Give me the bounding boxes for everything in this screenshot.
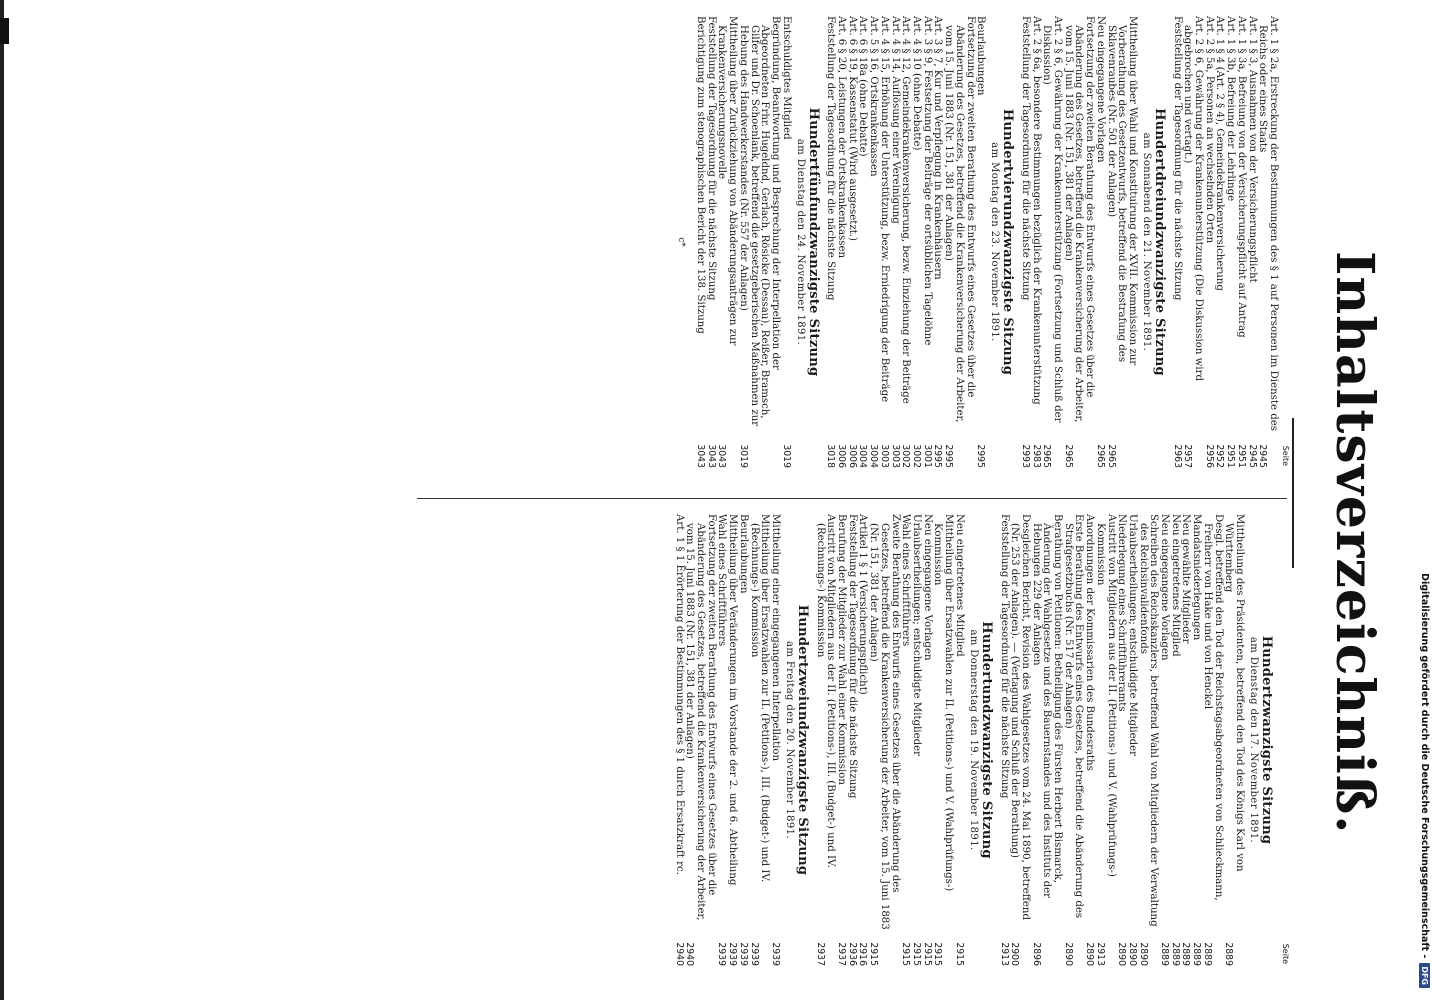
seite-label: Seite	[1281, 445, 1290, 466]
toc-entry-text: Neu eingegangene Vorlagen	[1159, 514, 1171, 661]
session-title: Hundertdreiundzwanzigste Sitzung	[1151, 108, 1167, 376]
toc-entry	[705, 16, 716, 468]
toc-entry	[1158, 514, 1169, 966]
toc-entry	[1105, 16, 1137, 468]
right-sections	[694, 16, 1167, 468]
toc-entry-page: 2940	[684, 942, 696, 966]
right-pre-entries	[1171, 16, 1278, 468]
seite-label: Seite	[1281, 943, 1290, 964]
toc-entry-page: 2939	[716, 942, 728, 966]
toc-entry	[1030, 514, 1062, 966]
session-section	[694, 16, 820, 468]
toc-entry-page: 2915	[921, 942, 933, 966]
session-section	[998, 514, 1274, 966]
toc-entry-page: 2915	[932, 942, 944, 966]
toc-entry	[900, 514, 911, 966]
toc-entry-page: 2936	[846, 942, 858, 966]
toc-entry-text: Erste Berathung des Entwurfs eines Gesetzes, betreffend die Abänderung des Strafgesetzbuchs (Nr. 517 der Anlagen)	[1062, 514, 1085, 919]
toc-entry-page: 3019	[737, 444, 749, 468]
toc-entry-text: Art. 6 § 18a (ohne Debatte)	[857, 16, 869, 157]
session-section	[825, 16, 1016, 468]
toc-entry	[1223, 514, 1244, 966]
toc-entry-text: Zweite Berathung des Entwurfs eines Gesetzes über die Abänderung des Gesetzes, betreffend die Krankenversicherung der Arbeiter, vom 15. Juni 1883 (Nr. 151, 381 der Anlagen)	[868, 514, 901, 930]
toc-entry-page: 2963	[1171, 444, 1183, 468]
toc-entry-page: 2915	[900, 942, 912, 966]
toc-entry-text: Art. 1 § 3, Ausnahmen von der Versicherungspflicht	[1246, 16, 1258, 283]
toc-entry	[1116, 514, 1127, 966]
toc-entry-text: Art. 1 § 2a, Erstreckung der Bestimmungen des § 1 auf Personen im Dienste des Reichs oder eines Staats	[1257, 16, 1279, 432]
toc-entry-page: 2939	[737, 942, 749, 966]
toc-entry-page: 2951	[1225, 444, 1237, 468]
right-column	[400, 16, 1290, 468]
toc-entry-page: 2956	[1203, 444, 1215, 468]
toc-entry-text: Art. 1 § 1 Erörterung der Bestimmungen des § 1 durch Ersatzkraft rc.	[673, 514, 685, 875]
toc-entry-page: 2957	[1182, 444, 1194, 468]
toc-entry-page: 3043	[705, 444, 717, 468]
toc-entry	[748, 514, 769, 966]
toc-entry-text: Mandatsniederlegungen	[1191, 514, 1203, 641]
toc-entry-page: 2983	[1030, 444, 1042, 468]
toc-entry-text: Art. 6 § 19, Kassenstatut (Wird ausgesetzt.)	[846, 16, 858, 241]
toc-entry	[975, 16, 986, 468]
toc-entry-text: Desgl. betreffend den Tod der Reichstagsabgeordneten von Schlieckmann, Freiherr von Hake und von Henckel	[1201, 514, 1224, 901]
toc-entry-page: 2889	[1169, 942, 1181, 966]
toc-entry-text: Berufung der Mitglieder zur Wahl einer Kommission	[836, 514, 848, 785]
toc-entry-text: Art. 2 § 6a, besondere Bestimmungen bezüglich der Krankenunterstützung	[1030, 16, 1042, 405]
toc-entry-page: 2890	[1137, 942, 1149, 966]
toc-entry	[868, 514, 900, 966]
toc-entry-page: 2896	[1030, 942, 1042, 966]
toc-entry	[1180, 514, 1191, 966]
column-divider	[417, 498, 1287, 499]
toc-entry	[769, 514, 780, 966]
toc-entry	[1041, 16, 1062, 468]
session-date: am Freitag den 20. November 1891.	[783, 641, 795, 839]
toc-entry-text: Art. 3 § 9, Festsetzung der Beiträge der ortsüblichen Tagelöhne	[921, 16, 933, 346]
toc-entry-page: 2945	[1246, 444, 1258, 468]
toc-entry-text: Art. 2 § 6, Gewährung der Krankenunterstützung (Fortsetzung und Schluß der Diskussion)	[1041, 16, 1064, 423]
toc-entry-page: 2889	[1191, 942, 1203, 966]
session-section	[814, 514, 994, 966]
toc-entry-page: 2965	[1105, 444, 1117, 468]
toc-entry-text: Art. 1 § 3a, Befreiung von der Versicherungspflicht auf Antrag	[1235, 16, 1247, 338]
left-column	[400, 514, 1290, 966]
toc-entry	[716, 16, 737, 468]
toc-entry-page: 2965	[1094, 444, 1106, 468]
toc-entry	[889, 16, 900, 468]
toc-entry-text: Art. 4 § 10 (ohne Debatte)	[911, 16, 923, 151]
toc-entry-text: Artikel 1 § 1 (Versicherungspflicht)	[857, 514, 869, 695]
session-date: am Sonnabend den 21. November 1891.	[1140, 132, 1152, 352]
toc-entry-page: 2915	[911, 942, 923, 966]
toc-entry	[726, 514, 737, 966]
toc-entry-page: 3003	[878, 444, 890, 468]
toc-entry-page: 2940	[673, 942, 685, 966]
toc-entry-text: Desgleichen Bericht, Revision des Wahlgesetzes vom 24. Mai 1890, betreffend (Nr. 253 der Anlagen). — (Vertagung und Schluß der Berathung)	[1009, 514, 1031, 920]
toc-entry	[1201, 514, 1222, 966]
dfg-logo: DFG	[1420, 963, 1431, 988]
digitization-credit	[1418, 12, 1432, 988]
toc-entry	[921, 16, 932, 468]
toc-entry-page: 2995	[932, 444, 944, 468]
toc-entry	[825, 16, 836, 468]
toc-entry-page: 2993	[1019, 444, 1031, 468]
toc-entry-page: 2890	[1062, 942, 1074, 966]
toc-entry-text: Art. 1 § 3b, Befreiung der Lehrlinge	[1225, 16, 1237, 202]
toc-entry-text: Schreiben des Reichskanzlers, betreffend Wahl von Mitgliedern der Verwaltung des Reichsinvalidenfonds	[1137, 514, 1160, 927]
toc-entry-text: Beurlaubungen	[975, 16, 987, 96]
toc-entry-page: 2915	[868, 942, 880, 966]
toc-entry	[694, 16, 705, 468]
toc-entry-text: Art. 4 § 14, Auflösung einer Vereinigung	[889, 16, 901, 224]
toc-entry-text: Neu eingetretenes Mitglied	[1169, 514, 1181, 657]
session-date: am Montag den 23. November 1891.	[989, 142, 1001, 342]
toc-entry	[1126, 514, 1137, 966]
toc-entry-text: Art. 4 § 12, Gemeindekrankenversicherung, bezw. Einziehung der Beiträge	[900, 16, 912, 404]
toc-entry-page: 3019	[780, 444, 792, 468]
credit-text: Digitalisierung gefördert durch die Deutsche Forschungsgemeinschaft -	[1419, 573, 1431, 959]
toc-entry-text: Berathung von Petitionen: Betheiligung des Fürsten Herbert Bismarck, Änderung der Wahlgesetze und des Bauernstandes und des Instituts der Hebungen 229 der Anlagen	[1030, 514, 1064, 899]
toc-entry	[1235, 16, 1246, 468]
toc-entry	[1062, 514, 1083, 966]
toc-entry	[1214, 16, 1225, 468]
toc-entry	[878, 16, 889, 468]
toc-entry	[942, 16, 974, 468]
toc-entry-page: 3002	[911, 444, 923, 468]
toc-entry-text: Feststellung der Tagesordnung für die nächste Sitzung	[998, 514, 1010, 799]
toc-entry-text: Art. 1 § 4 (Art. 2 § 4), Gemeindekrankenversicherung	[1214, 16, 1226, 291]
toc-entry	[1094, 514, 1115, 966]
session-date: am Dienstag den 24. November 1891.	[794, 138, 806, 346]
toc-entry-page: 2937	[814, 942, 826, 966]
session-title: Hundertundzwanzigste Sitzung	[978, 621, 994, 859]
toc-entry-page: 2913	[998, 942, 1010, 966]
toc-entry-page: 2995	[975, 444, 987, 468]
toc-entry-page: 3043	[695, 444, 707, 468]
toc-entry	[716, 514, 727, 966]
scan-notch	[0, 18, 9, 44]
toc-entry-page: 2889	[1159, 942, 1171, 966]
toc-entry-text: Art. 2 § 5a, Personen an wechselnden Orten	[1203, 16, 1215, 244]
toc-entry	[835, 514, 846, 966]
toc-entry	[1062, 16, 1094, 468]
toc-entry-page: 2939	[769, 942, 781, 966]
toc-entry-text: Feststellung der Tagesordnung für die nächste Sitzung	[1019, 16, 1031, 301]
toc-entry-page: 2965	[1041, 444, 1053, 468]
toc-entry-text: Fortsetzung der zweiten Berathung des Entwurfs eines Gesetzes über die Abänderung des Gesetzes, betreffend die Krankenversicherung der Arbeiter, vom 15. Juni 1883 (Nr. 151, 381 der Anlagen)	[1062, 16, 1096, 423]
toc-entry	[1190, 514, 1201, 966]
toc-entry	[857, 16, 868, 468]
toc-entry-page: 2945	[1257, 444, 1269, 468]
toc-entry-page: 3004	[857, 444, 869, 468]
toc-entry-page: 3018	[825, 444, 837, 468]
toc-entry-text: Art. 4 § 15, Erhöhung der Unterstützung, bezw. Erniedrigung der Beiträge	[878, 16, 890, 403]
toc-entry-text: Art. 3 § 7, Kur und Verpflegung in Krankenhäusern	[932, 16, 944, 280]
scan-edge	[0, 0, 4, 1000]
toc-entry	[814, 514, 835, 966]
toc-entry-text: Mittheilung über Zurückziehung von Abänderungsanträgen zur Krankenversicherungsnovelle	[716, 16, 739, 346]
toc-entry-page: 2939	[748, 942, 760, 966]
toc-entry-page: 2937	[836, 942, 848, 966]
toc-entry-page: 3004	[868, 444, 880, 468]
toc-entry-text: Mittheilung über Ersatzwahlen zur II. (Petitions-) und V. (Wahlprüfungs-) Kommission	[932, 514, 955, 892]
toc-entry-text: Art. 6 § 20, Leistungen der Ortskrankenkassen	[836, 16, 848, 259]
session-title: Hundertvierundzwanzigste Sitzung	[1000, 108, 1016, 376]
toc-entry-page: 3006	[846, 444, 858, 468]
toc-entry	[1019, 16, 1030, 468]
toc-entry-text: Beurlaubungen	[737, 514, 749, 594]
toc-entry-page: 2995	[943, 444, 955, 468]
toc-entry-page: 3006	[836, 444, 848, 468]
session-date: am Donnerstag den 19. November 1891.	[967, 629, 979, 851]
toc-entry-text: Mittheilung des Präsidenten, betreffend den Tod des Königs Karl von Württemberg	[1223, 514, 1245, 872]
toc-entry-text: Wahl eines Schriftführers	[716, 514, 728, 647]
toc-entry-page: 2913	[1094, 942, 1106, 966]
toc-entry-text: Wahl eines Schriftführers	[900, 514, 912, 647]
toc-entry-page: 3003	[889, 444, 901, 468]
session-date: am Dienstag den 17. November 1891.	[1248, 636, 1259, 844]
toc-entry-text: Feststellung der Tagesordnung für die nächste Sitzung	[846, 514, 858, 799]
toc-entry	[1137, 514, 1158, 966]
toc-entry-text: Feststellung der Tagesordnung für die nächste Sitzung	[705, 16, 717, 301]
toc-entry	[846, 514, 857, 966]
toc-entry-text: Fortsetzung der zweiten Berathung des Entwurfs eines Gesetzes über die Abänderung des Gesetzes, betreffend die Krankenversicherung der Arbeiter, vom 15. Juni 1883 (Nr. 151, 381 der Anlagen)	[943, 16, 976, 423]
left-sections	[673, 514, 1274, 966]
toc-entry	[1203, 16, 1214, 468]
toc-entry	[857, 514, 868, 966]
toc-entry-text: Neu eingetretenes Mitglied	[953, 514, 965, 657]
toc-entry-text: Urlaubsertheilungen; entschuldigte Mitglieder	[911, 514, 923, 757]
session-section	[673, 514, 810, 966]
toc-entry-text: Mittheilung einer eingegangenen Interpellation	[769, 514, 781, 762]
toc-entry-page: 3001	[921, 444, 933, 468]
toc-entry-text: Mittheilung über Ersatzwahlen zur II. (Petitions-), III. (Budget-) und IV. (Rechnungs-) Kommission	[748, 514, 771, 883]
toc-entry-text: Art. 5 § 16, Ortskrankenkassen	[868, 16, 880, 177]
session-title: Hundertzwanzigste Sitzung	[1259, 635, 1274, 845]
toc-entry	[910, 514, 921, 966]
toc-entry-text: Entschuldigtes Mitglied	[780, 16, 792, 140]
toc-entry-page: 2951	[1235, 444, 1247, 468]
toc-entry-page: 2889	[1180, 942, 1192, 966]
session-title: Hundertzweiundzwanzigste Sitzung	[794, 604, 810, 876]
toc-entry	[900, 16, 911, 468]
toc-entry	[780, 16, 791, 468]
session-title: Hundertfünfundzwanzigste Sitzung	[805, 107, 821, 377]
toc-entry	[998, 514, 1009, 966]
toc-entry	[835, 16, 846, 468]
toc-entry-text: Austritt von Mitgliedern aus der II. (Petitions-), III. (Budget-) und IV. (Rechnungs-) Kommission	[814, 514, 837, 868]
toc-entry-page: 2915	[953, 942, 965, 966]
toc-entry-page: 2916	[857, 942, 869, 966]
toc-entry-page: 3002	[900, 444, 912, 468]
toc-entry	[932, 16, 943, 468]
toc-entry-text: Begründung, Beantwortung und Besprechung der Interpellation der Abgeordneten Frhr. Hugeldnd, Gerlach, Rösicke (Dessau), Reißer, Bramsch, Gilfer und Dr. Schoenlank, betreffend die gesetzgeberischen Maßnahmen zur Hebung des Handwerkerstandes (Nr. 557 der Anlagen)	[737, 16, 781, 427]
toc-entry-page: 3043	[716, 444, 728, 468]
toc-entry-text: Urlaubsertheilungen; entschuldigte Mitglieder	[1126, 514, 1138, 757]
toc-entry-page: 2890	[1116, 942, 1128, 966]
toc-entry-text: Feststellung der Tagesordnung für die nächste Sitzung	[1171, 16, 1183, 301]
toc-entry	[1246, 16, 1257, 468]
toc-entry-page: 2939	[727, 942, 739, 966]
toc-entry-text: Anordnungen der Kommissarien des Bundesraths	[1084, 514, 1096, 771]
toc-entry	[673, 514, 684, 966]
rotated-content	[386, 6, 1402, 996]
toc-entry-page: 2890	[1126, 942, 1138, 966]
toc-entry-text: Neu eingegangene Vorlagen	[1094, 16, 1106, 163]
toc-entry-text: Neu eingegangene Vorlagen	[921, 514, 933, 661]
toc-entry	[1224, 16, 1235, 468]
toc-entry	[1182, 16, 1203, 468]
toc-entry	[1171, 16, 1182, 468]
toc-entry	[1169, 514, 1180, 966]
toc-entry-text: Austritt von Mitgliedern aus der II. (Petitions-) und V. (Wahlprüfungs-) Kommission	[1094, 514, 1117, 877]
toc-entry	[1257, 16, 1278, 468]
toc-entry-text: Fortsetzung der zweiten Berathung des Entwurfs eines Gesetzes über die Abänderung des Gesetzes, betreffend die Krankenversicherung der Arbeiter, vom 15. Juni 1883 (Nr. 151, 381 der Anlagen)	[684, 514, 717, 921]
toc-entry-text: Neu gewählte Mitglieder	[1180, 514, 1192, 644]
toc-entry-page: 2889	[1223, 942, 1235, 966]
toc-entry	[1083, 514, 1094, 966]
toc-entry	[1030, 16, 1041, 468]
toc-entry	[1009, 514, 1030, 966]
toc-entry	[921, 514, 932, 966]
toc-entry-text: Mittheilung über Veränderungen im Vorstande der 2. und 6. Abtheilung	[727, 514, 739, 886]
toc-entry-text: Niederlegung eines Schriftführeramts	[1116, 514, 1128, 712]
title-rule	[1292, 418, 1294, 568]
toc-entry	[846, 16, 857, 468]
toc-entry-page: 2890	[1084, 942, 1096, 966]
toc-entry	[953, 514, 964, 966]
toc-entry-text: Feststellung der Tagesordnung für die nächste Sitzung	[825, 16, 837, 301]
toc-entry	[737, 16, 780, 468]
session-section	[1019, 16, 1167, 468]
toc-entry-text: Berichtigung zum stenographischen Bericht der 138. Sitzung	[695, 16, 707, 334]
toc-entry	[932, 514, 953, 966]
toc-entry	[868, 16, 879, 468]
toc-entry-page: 2965	[1062, 444, 1074, 468]
page-title: Inhaltsverzeichniß.	[1324, 251, 1385, 835]
toc-entry	[910, 16, 921, 468]
toc-entry	[737, 514, 748, 966]
toc-entry-text: Mittheilung über Wahl und Konstituirung der XVII. Kommission zur Vorberathung des Gesetzentwurfs, betreffend die Bestrafung des Sklavenraubes (Nr. 501 der Anlagen)	[1105, 16, 1138, 366]
toc-entry-page: 2952	[1214, 444, 1226, 468]
toc-entry-text: Art. 2 § 6, Gewährung der Krankenunterstützung (Die Diskussion wird abgebrochen und vertagt.)	[1182, 16, 1205, 382]
toc-entry	[684, 514, 716, 966]
toc-entry	[1094, 16, 1105, 468]
footer-mark: c*	[676, 237, 687, 247]
toc-entry-page: 2900	[1009, 942, 1021, 966]
toc-entry-page: 2889	[1201, 942, 1213, 966]
